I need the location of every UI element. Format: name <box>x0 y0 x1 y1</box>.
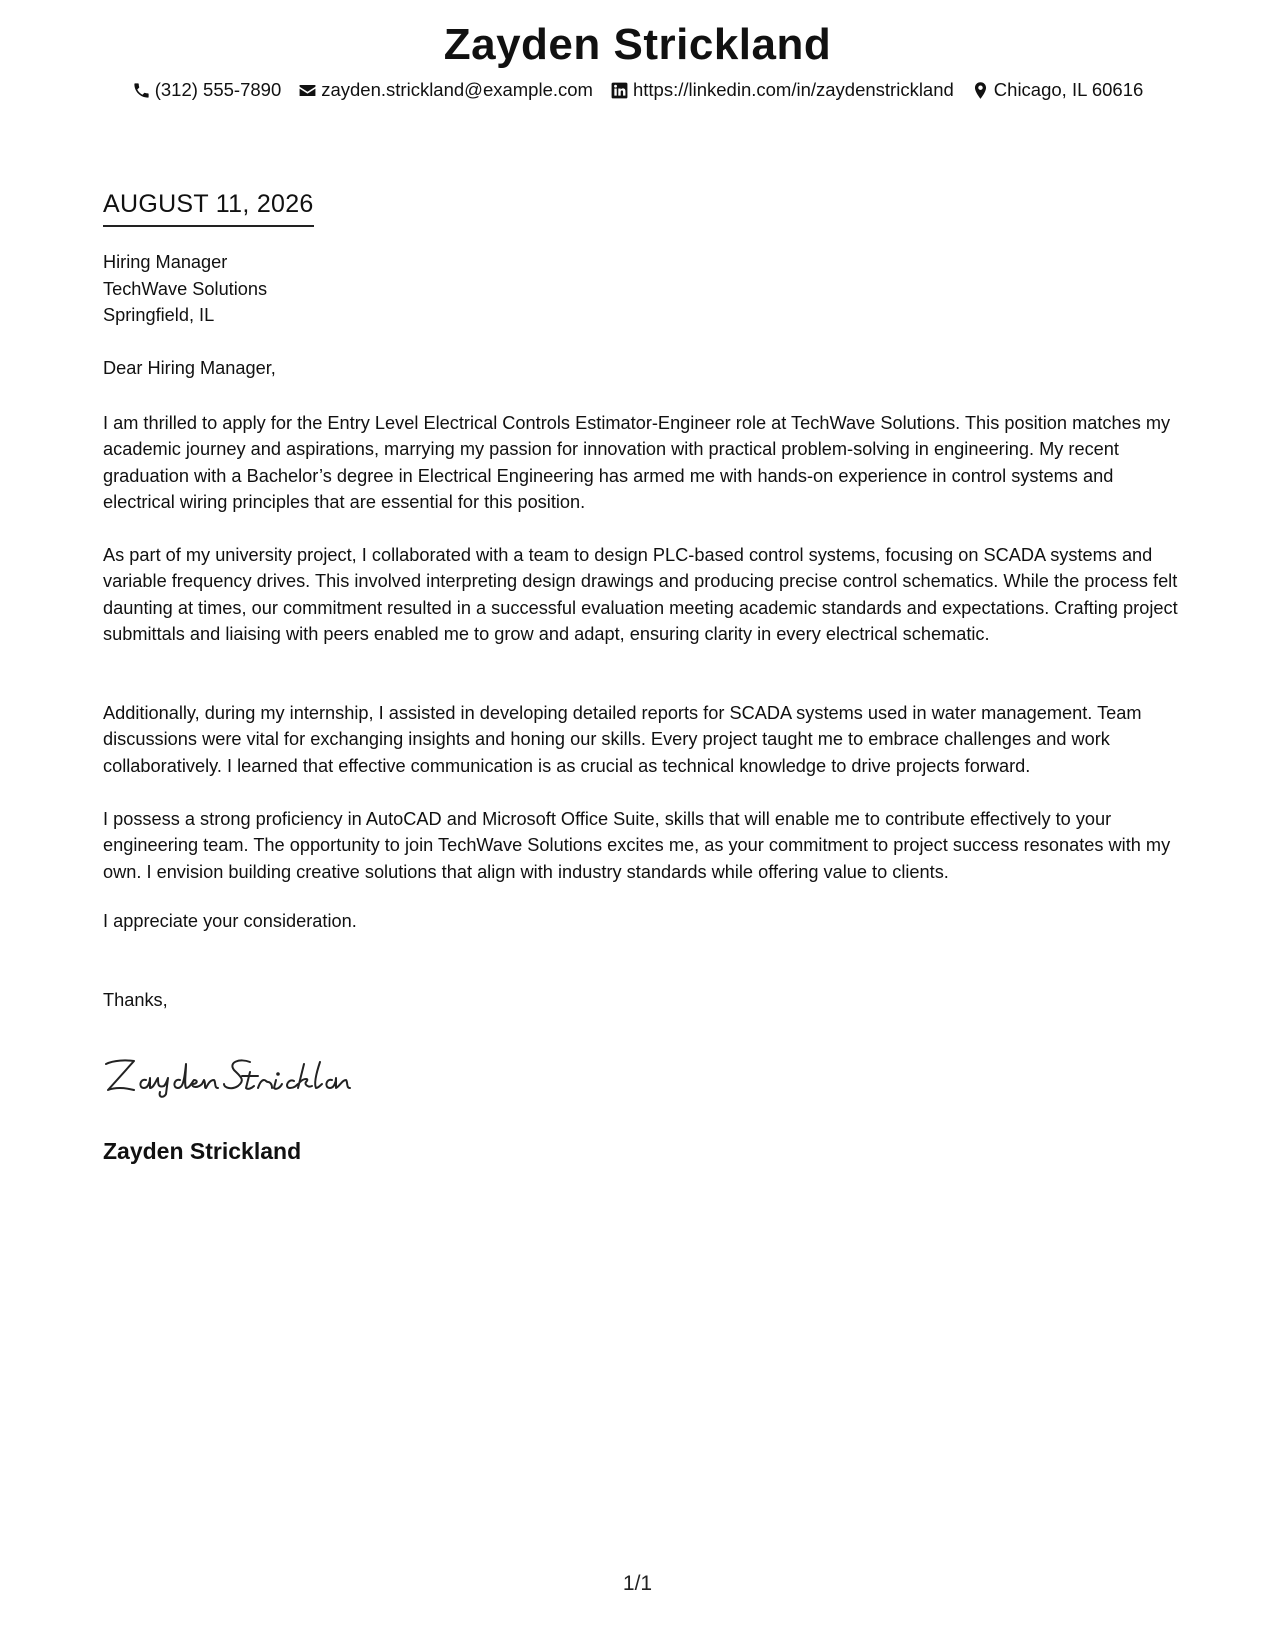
salutation: Dear Hiring Manager, <box>103 358 276 378</box>
contact-linkedin <box>610 79 954 101</box>
body-paragraph: As part of my university project, I collaborated with a team to design PLC-based control systems, focusing on SCADA systems and variable frequency drives. This involved interpreting design drawings and producing precise control schematics. While the process felt daunting at times, our commitment resulted in a successful evaluation meeting academic standards and expectations. Crafting project submittals and liaising with peers enabled me to grow and adapt, ensuring clarity in every electrical schematic. <box>103 545 1178 644</box>
recipient-location: Springfield, IL <box>103 305 215 325</box>
linkedin-url-text[interactable]: https://linkedin.com/in/zaydenstrickland <box>632 79 954 100</box>
contact-email <box>298 79 593 101</box>
body-paragraph: I am thrilled to apply for the Entry Level Electrical Controls Estimator-Engineer role at TechWave Solutions. This position matches my academic journey and aspirations, marrying my passion for innovation with practical problem-solving in engineering. My recent graduation with a Bachelor’s degree in Electrical Engineering has armed me with hands-on experience in control systems and electrical wiring principles that are essential for this position. <box>103 413 1171 512</box>
envelope-icon <box>298 81 317 100</box>
contact-location <box>971 79 1143 101</box>
recipient-company: TechWave Solutions <box>103 278 268 299</box>
body-paragraph: I possess a strong proficiency in AutoCAD and Microsoft Office Suite, skills that will enable me to contribute effectively to your engineering team. The opportunity to join TechWave Solutions excites me, as your commitment to project success resonates with my own. I envision building creative solutions that align with industry standards while offering value to clients. <box>103 809 1171 882</box>
signer-name: Zayden Strickland <box>103 1138 302 1164</box>
linkedin-icon <box>610 81 629 100</box>
phone-text: (312) 555-7890 <box>154 79 282 100</box>
letter-date: AUGUST 11, 2026 <box>103 190 314 227</box>
contact-info-row <box>0 79 1275 101</box>
phone-icon <box>132 81 151 100</box>
closing-line: I appreciate your consideration. <box>103 911 357 931</box>
page-number: 1/1 <box>622 1572 653 1595</box>
contact-phone <box>132 79 282 101</box>
email-text[interactable]: zayden.strickland@example.com <box>321 79 593 100</box>
handwritten-signature <box>100 1050 370 1100</box>
body-paragraph: Additionally, during my internship, I assisted in developing detailed reports for SCADA systems used in water management. Team discussions were vital for exchanging insights and honing our skills. Every project taught me to embrace challenges and work collaboratively. I learned that effective communication is as crucial as technical knowledge to drive projects forward. <box>103 703 1142 776</box>
recipient-title: Hiring Manager <box>103 252 228 272</box>
recipient-block <box>103 249 267 329</box>
location-text: Chicago, IL 60616 <box>993 79 1144 100</box>
applicant-name-heading: Zayden Strickland <box>443 20 832 69</box>
map-pin-icon <box>971 81 990 100</box>
sign-off: Thanks, <box>103 990 168 1010</box>
